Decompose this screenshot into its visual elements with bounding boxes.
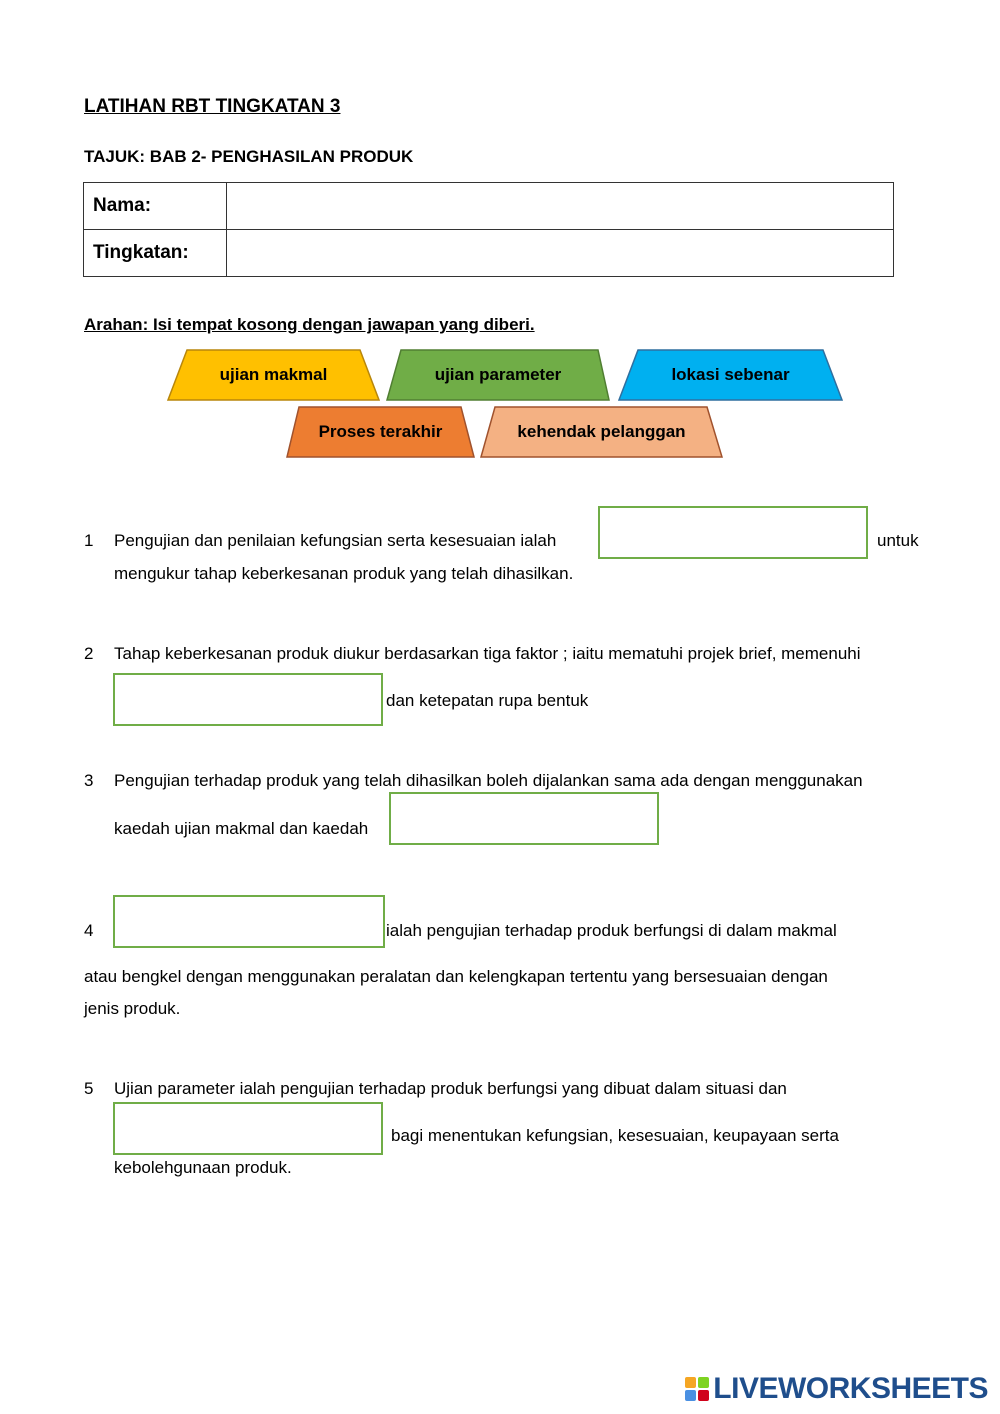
question-1-number: 1 [84, 531, 94, 550]
word-chip-label: ujian parameter [434, 365, 562, 384]
name-field[interactable] [227, 183, 894, 230]
question-3-text-before: kaedah ujian makmal dan kaedah [114, 819, 369, 838]
answer-1-input[interactable] [598, 506, 868, 559]
name-label: Nama: [84, 183, 227, 230]
word-chip-ujian-parameter[interactable] [386, 349, 610, 401]
question-2-text-after: dan ketepatan rupa bentuk [386, 691, 589, 710]
question-4-text-line2: atau bengkel dengan menggunakan peralatan dan kelengkapan tertentu yang bersesuaian dengan [84, 967, 828, 986]
instruction: Arahan: Isi tempat kosong dengan jawapan yang diberi. [84, 315, 535, 334]
question-3-number: 3 [84, 771, 94, 790]
answer-2-input[interactable] [113, 673, 383, 726]
question-5-text-line1: Ujian parameter ialah pengujian terhadap produk berfungsi yang dibuat dalam situasi dan [114, 1079, 787, 1098]
question-5-text-after: bagi menentukan kefungsian, kesesuaian, keupayaan serta [391, 1126, 839, 1145]
word-chip-label: Proses terakhir [318, 422, 443, 441]
question-2-text-line1: Tahap keberkesanan produk diukur berdasarkan tiga faktor ; iaitu mematuhi projek brief, memenuhi [114, 644, 861, 663]
form-label: Tingkatan: [84, 230, 227, 277]
question-5-text-line3: kebolehgunaan produk. [114, 1158, 292, 1177]
word-chip-ujian-makmal[interactable] [167, 349, 380, 401]
word-chip-proses-terakhir[interactable] [286, 406, 475, 458]
word-chip-label: lokasi sebenar [671, 365, 790, 384]
brand-name: LIVEWORKSHEETS [713, 1372, 988, 1405]
word-chip-label: ujian makmal [219, 365, 328, 384]
answer-4-input[interactable] [113, 895, 385, 948]
word-chip-kehendak-pelanggan[interactable] [480, 406, 723, 458]
page-subtitle: TAJUK: BAB 2- PENGHASILAN PRODUK [84, 147, 414, 166]
question-4-text-after: ialah pengujian terhadap produk berfungsi di dalam makmal [386, 921, 837, 940]
answer-5-input[interactable] [113, 1102, 383, 1155]
question-5-number: 5 [84, 1079, 94, 1098]
question-3-text-line1: Pengujian terhadap produk yang telah dihasilkan boleh dijalankan sama ada dengan menggunakan [114, 771, 863, 790]
question-1-text-after: untuk [877, 531, 919, 550]
question-2-number: 2 [84, 644, 94, 663]
question-4-text-line3: jenis produk. [84, 999, 181, 1018]
word-chip-label: kehendak pelanggan [517, 422, 686, 441]
liveworksheets-mark-icon [685, 1377, 709, 1401]
question-1-text-line2: mengukur tahap keberkesanan produk yang telah dihasilkan. [114, 564, 574, 583]
answer-3-input[interactable] [389, 792, 659, 845]
question-1-text-before: Pengujian dan penilaian kefungsian serta kesesuaian ialah [114, 531, 557, 550]
page-title: LATIHAN RBT TINGKATAN 3 [84, 96, 341, 117]
student-info-table [83, 182, 894, 277]
form-field[interactable] [227, 230, 894, 277]
question-4-number: 4 [84, 921, 94, 940]
liveworksheets-logo [685, 1372, 988, 1406]
word-chip-lokasi-sebenar[interactable] [618, 349, 843, 401]
